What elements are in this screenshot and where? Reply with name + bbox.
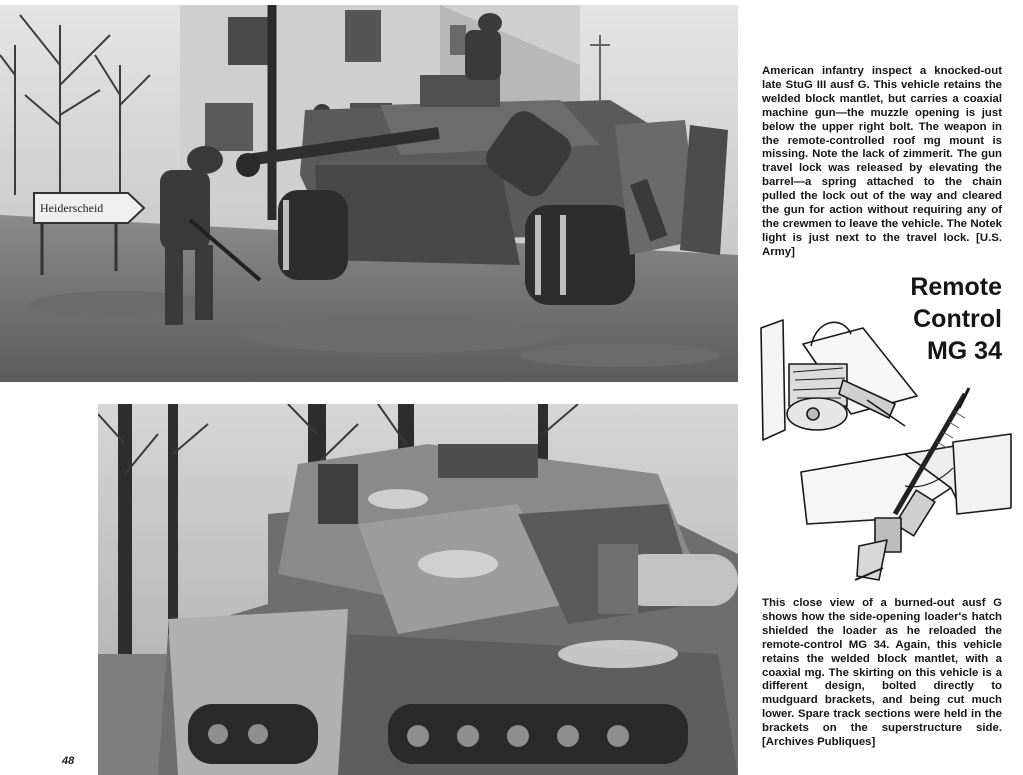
heading-line-1: Remote bbox=[910, 273, 1002, 301]
mg34-mount-drawing bbox=[755, 318, 1017, 588]
page-number: 48 bbox=[62, 755, 75, 767]
caption-top: American infantry inspect a knocked-out late StuG III ausf G. This vehicle retains the welded block mantlet, but carries a coaxial machine gun—the muzzle opening is just below the upper right bolt. The weapon in the remote-controlled roof mg mount is missing. Note the lack of zimmerit. The gun travel lock was released by elevating the barrel—a spring attached to the chain pulled the lock out of the way and cleared the gun for action without requiring any of the crewmen to leave the vehicle. The Notek light is just next to the travel lock. [U.S. Army] bbox=[762, 65, 1002, 258]
caption-bottom: This close view of a burned-out ausf G shows how the side-opening loader's hatch shielded the loader as he reloaded the remote-control MG 34. Again, this vehicle retains the welded block mantlet, with a coaxial mg. The skirting on this vehicle is a different design, bolted directly to mudguard brackets, and being cut much lower. Spare track sections were held in the brackets on the superstructure side. [Archives Publiques] bbox=[762, 597, 1002, 749]
heading-line-3: MG 34 bbox=[926, 337, 1002, 365]
heading-line-2: Control bbox=[913, 305, 1002, 333]
road-sign-text: Heiderscheid bbox=[40, 201, 104, 215]
photo-stug-infantry bbox=[0, 5, 738, 382]
photo-burned-out-stug bbox=[98, 404, 738, 775]
